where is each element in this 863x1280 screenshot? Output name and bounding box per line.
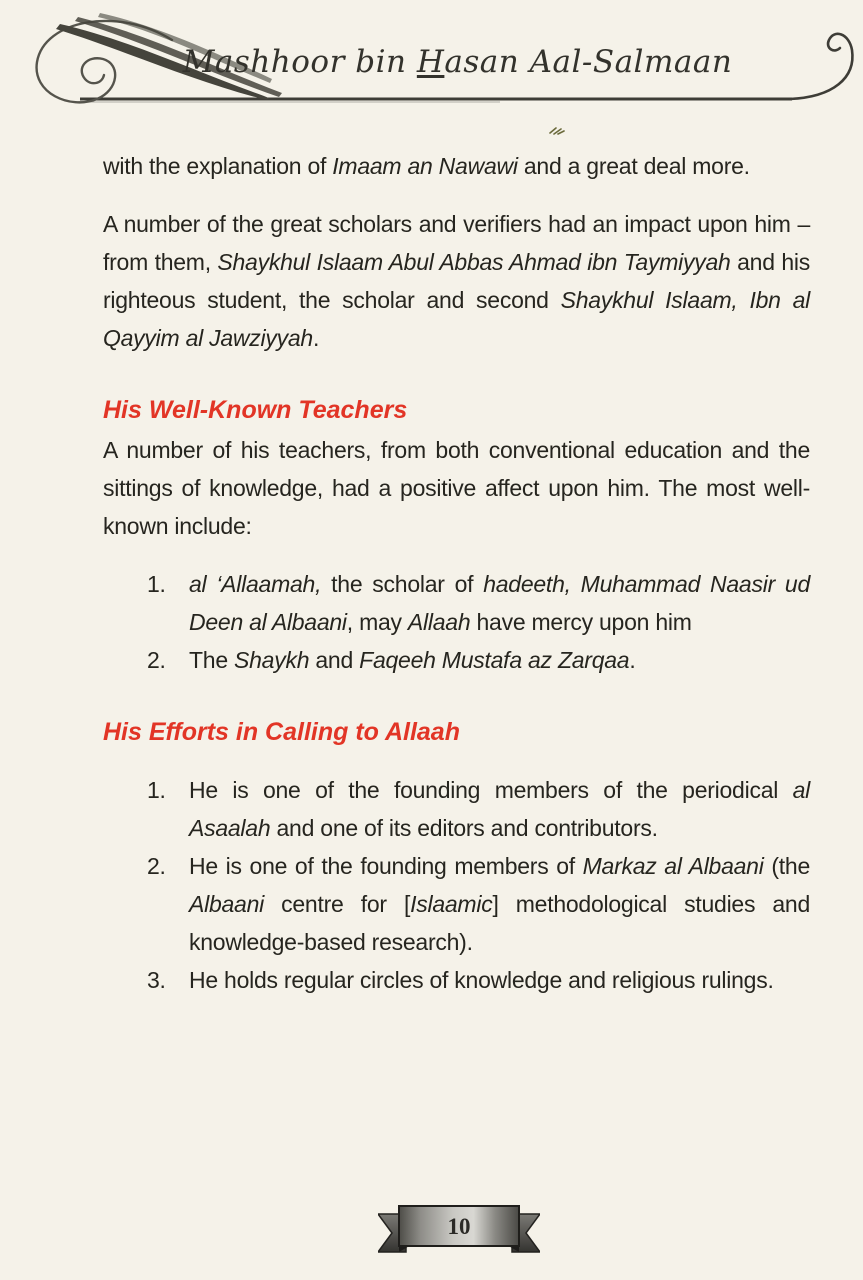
text-segment: al ‘Allaamah, xyxy=(189,571,322,597)
text-segment: Markaz al Albaani xyxy=(582,853,764,879)
text-segment: Albaani xyxy=(189,891,264,917)
list-item-text xyxy=(189,641,810,679)
ink-mark xyxy=(549,126,565,136)
text-segment: the scholar of xyxy=(321,571,484,597)
page-number: 10 xyxy=(447,1214,471,1239)
text-segment: have mercy upon him xyxy=(470,609,692,635)
text-segment: H xyxy=(416,44,445,80)
text-segment: Shaykh xyxy=(234,647,310,673)
text-segment: ] methodological studies and knowledge-based research). xyxy=(189,891,810,955)
text-segment: A number of the great scholars and verifiers had an impact upon him – from them, xyxy=(103,211,810,275)
list-number: 2. xyxy=(147,853,166,879)
list-item xyxy=(103,565,810,641)
list-item xyxy=(103,847,810,961)
list-item-text xyxy=(189,565,810,641)
text-segment: Allaah xyxy=(407,609,471,635)
text-segment: (the xyxy=(763,853,810,879)
list-number: 2. xyxy=(147,647,166,673)
text-segment: The xyxy=(189,647,235,673)
text-segment: centre for [ xyxy=(263,891,411,917)
page-title xyxy=(183,44,733,80)
text-segment: Imaam an Nawawi xyxy=(332,153,518,179)
text-segment: Islaamic xyxy=(410,891,493,917)
text-segment: with the explanation of xyxy=(103,153,333,179)
text-segment: He is one of the founding members of xyxy=(189,853,583,879)
paragraph xyxy=(103,431,810,545)
numbered-list xyxy=(103,565,810,679)
section-heading: His Well-Known Teachers xyxy=(103,396,408,424)
text-segment: He is one of the founding members of the periodical xyxy=(189,777,793,803)
paragraph xyxy=(103,205,810,357)
text-segment: and xyxy=(309,647,360,673)
text-segment: He holds regular circles of knowledge and religious rulings. xyxy=(189,967,774,993)
list-number: 3. xyxy=(147,967,166,993)
text-segment: and his righteous student, the scholar and second xyxy=(103,249,810,313)
list-number: 1. xyxy=(147,777,166,803)
ribbon-banner-icon xyxy=(378,1205,540,1253)
text-segment: Shaykhul Islaam Abul Abbas Ahmad ibn Taymiyyah xyxy=(217,249,731,275)
paragraph xyxy=(103,147,810,185)
text-segment: , may xyxy=(346,609,408,635)
list-item xyxy=(103,961,810,999)
page-header xyxy=(0,0,863,115)
list-item xyxy=(103,641,810,679)
list-item-text xyxy=(189,771,810,847)
text-segment: and a great deal more. xyxy=(517,153,750,179)
text-segment: Mashhoor bin xyxy=(182,44,417,80)
header-divider-line xyxy=(80,99,792,102)
text-segment: . xyxy=(312,325,320,351)
text-segment: and one of its editors and contributors. xyxy=(270,815,658,841)
text-segment: Faqeeh Mustafa az Zarqaa xyxy=(359,647,630,673)
text-segment: al Asaalah xyxy=(189,777,810,841)
text-segment: asan Aal-Salmaan xyxy=(444,44,733,80)
list-number: 1. xyxy=(147,571,166,597)
page-content xyxy=(0,115,863,999)
page-number-ribbon xyxy=(378,1205,540,1258)
text-segment: . xyxy=(629,647,636,673)
section-heading: His Efforts in Calling to Allaah xyxy=(103,718,460,746)
numbered-list xyxy=(103,771,810,999)
list-item-text xyxy=(189,961,810,999)
text-segment: Shaykhul Islaam, Ibn al Qayyim al Jawziyyah xyxy=(103,287,811,351)
right-hook-curl xyxy=(790,34,852,99)
list-item xyxy=(103,771,810,847)
text-segment: hadeeth, Muhammad Naasir ud Deen al Albaani xyxy=(189,571,810,635)
list-item-text xyxy=(189,847,810,961)
text-segment: A number of his teachers, from both conventional education and the sittings of knowledge, had a positive affect upon him. The most well-known include: xyxy=(103,437,810,539)
